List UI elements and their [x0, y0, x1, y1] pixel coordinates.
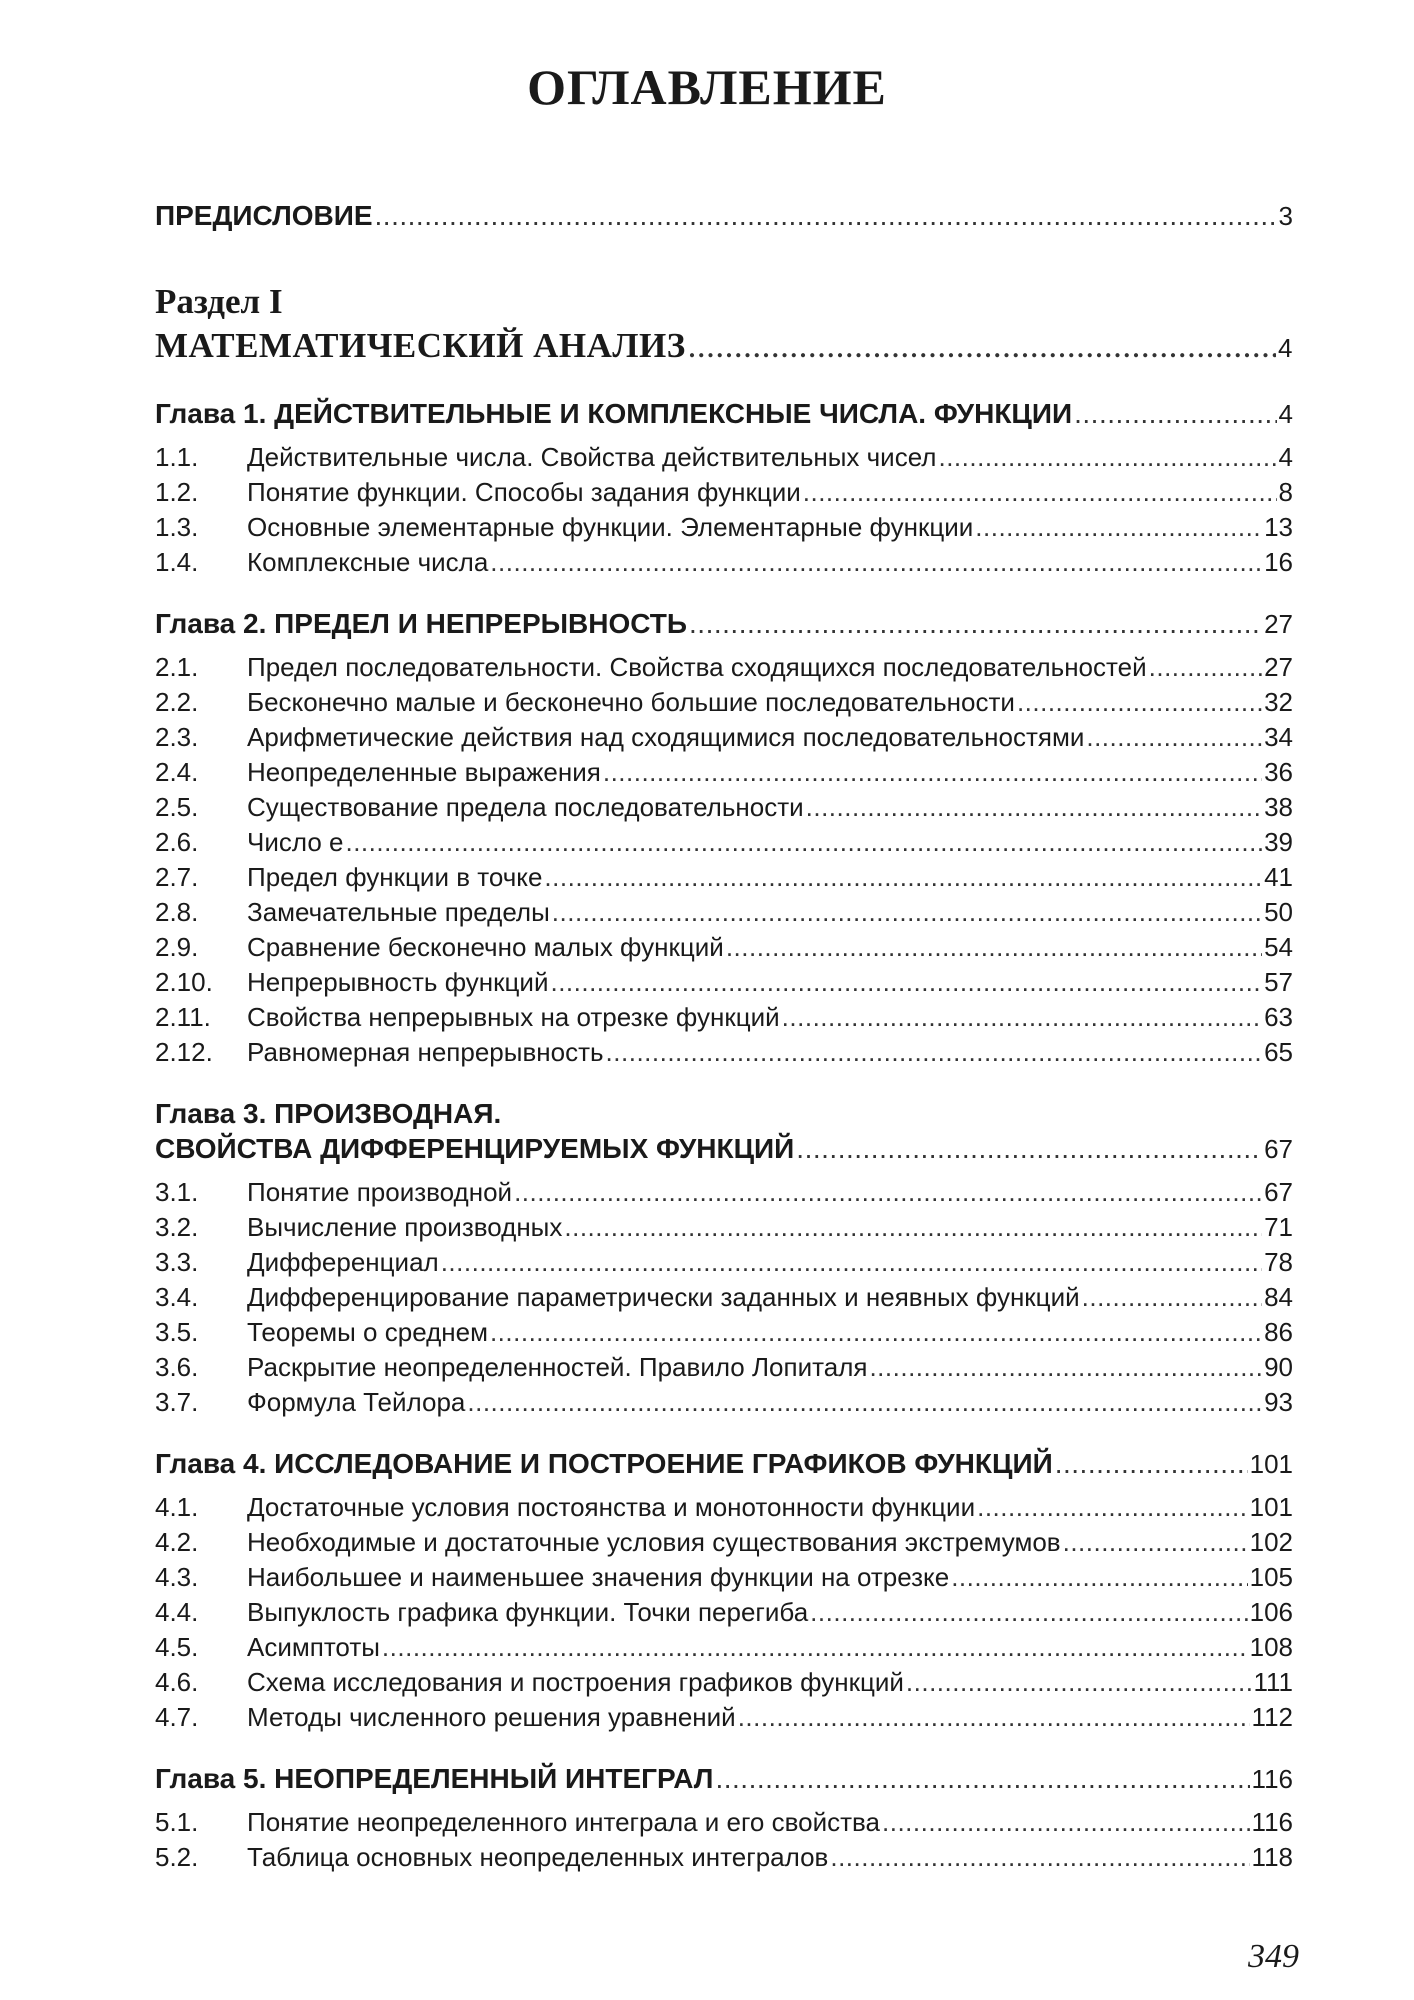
item-title: Понятие производной — [247, 1177, 513, 1207]
toc-chapter-4[interactable] — [155, 1446, 1293, 1482]
item-title: Предел функции в точке — [247, 862, 543, 892]
item-number: 3.4. — [155, 1282, 199, 1312]
toc-item[interactable] — [155, 1175, 1293, 1210]
item-number: 2.6. — [155, 827, 199, 857]
dot-leader — [938, 440, 1276, 475]
toc-item[interactable] — [155, 1595, 1293, 1630]
dot-leader — [467, 1385, 1262, 1420]
item-title: Наибольшее и наименьшее значения функции на отрезке — [247, 1562, 950, 1592]
preface-label: ПРЕДИСЛОВИЕ — [155, 200, 373, 231]
page-number: 32 — [1264, 687, 1293, 717]
item-number: 4.3. — [155, 1562, 199, 1592]
dot-leader — [869, 1350, 1262, 1385]
toc-preface-entry[interactable] — [155, 200, 1293, 232]
dot-leader — [882, 1805, 1250, 1840]
item-title: Понятие функции. Способы задания функции — [247, 477, 801, 507]
dot-leader — [1074, 396, 1276, 431]
dot-leader — [606, 1035, 1263, 1070]
toc-item[interactable] — [155, 1210, 1293, 1245]
item-number: 3.1. — [155, 1177, 199, 1207]
page-number: 105 — [1249, 1562, 1293, 1592]
dot-leader — [550, 965, 1262, 1000]
dot-leader — [688, 324, 1276, 368]
page-folio: 349 — [1248, 1938, 1299, 1975]
page-number: 34 — [1264, 722, 1293, 752]
dot-leader — [490, 545, 1262, 580]
toc-item[interactable] — [155, 1665, 1293, 1700]
item-title: Равномерная непрерывность — [247, 1037, 604, 1067]
page-number: 13 — [1264, 512, 1293, 542]
item-title: Асимптоты — [247, 1632, 380, 1662]
item-title: Основные элементарные функции. Элементарные функции — [247, 512, 974, 542]
item-title: Свойства непрерывных на отрезке функций — [247, 1002, 780, 1032]
item-number: 2.9. — [155, 932, 199, 962]
item-number: 4.7. — [155, 1702, 199, 1732]
page-number: 93 — [1264, 1387, 1293, 1417]
item-title: Комплексные числа — [247, 547, 489, 577]
toc-item[interactable] — [155, 510, 1293, 545]
dot-leader — [803, 475, 1277, 510]
toc-item[interactable] — [155, 1525, 1293, 1560]
toc-section-entry[interactable] — [155, 324, 1293, 370]
chapter-title: Глава 4. ИССЛЕДОВАНИЕ И ПОСТРОЕНИЕ ГРАФИКОВ ФУНКЦИЙ — [155, 1448, 1053, 1479]
item-number: 3.5. — [155, 1317, 199, 1347]
page-number: 71 — [1264, 1212, 1293, 1242]
toc-chapter-5[interactable] — [155, 1761, 1293, 1797]
page-number: 16 — [1264, 547, 1293, 577]
page-number: 111 — [1253, 1667, 1293, 1697]
toc-item[interactable] — [155, 1560, 1293, 1595]
page-number: 4 — [1278, 333, 1293, 363]
dot-leader — [441, 1245, 1262, 1280]
dot-leader — [564, 1210, 1262, 1245]
section-label: Раздел I — [155, 282, 283, 321]
toc-item[interactable] — [155, 1490, 1293, 1525]
item-title: Действительные числа. Свойства действительных чисел — [247, 442, 937, 472]
page-number: 108 — [1249, 1632, 1293, 1662]
toc-item[interactable] — [155, 1350, 1293, 1385]
item-number: 2.8. — [155, 897, 199, 927]
toc-item[interactable] — [155, 685, 1293, 720]
dot-leader — [782, 1000, 1262, 1035]
page-number: 101 — [1249, 1449, 1293, 1479]
page-number: 27 — [1264, 609, 1293, 639]
item-title: Число e — [247, 827, 344, 857]
page-number: 84 — [1264, 1282, 1293, 1312]
item-title: Методы численного решения уравнений — [247, 1702, 736, 1732]
chapter-title: Глава 5. НЕОПРЕДЕЛЕННЫЙ ИНТЕГРАЛ — [155, 1763, 714, 1794]
item-number: 2.4. — [155, 757, 199, 787]
page-number: 4 — [1278, 442, 1293, 472]
section-title: МАТЕМАТИЧЕСКИЙ АНАЛИЗ — [155, 326, 686, 365]
toc-item[interactable] — [155, 1805, 1293, 1840]
dot-leader — [1149, 650, 1262, 685]
item-number: 4.2. — [155, 1527, 199, 1557]
dot-leader — [977, 1490, 1248, 1525]
item-number: 1.2. — [155, 477, 199, 507]
page-number: 112 — [1251, 1702, 1293, 1732]
item-title: Дифференцирование параметрически заданных и неявных функций — [247, 1282, 1080, 1312]
page-number: 116 — [1251, 1764, 1293, 1794]
toc-item[interactable] — [155, 545, 1293, 580]
page-number: 50 — [1264, 897, 1293, 927]
item-number: 2.3. — [155, 722, 199, 752]
item-title: Таблица основных неопределенных интегралов — [247, 1842, 829, 1872]
item-number: 2.1. — [155, 652, 199, 682]
page-number: 90 — [1264, 1352, 1293, 1382]
item-title: Теоремы о среднем — [247, 1317, 488, 1347]
chapter-title: Глава 1. ДЕЙСТВИТЕЛЬНЫЕ И КОМПЛЕКСНЫЕ ЧИСЛА. ФУНКЦИИ — [155, 398, 1073, 429]
page-number: 27 — [1264, 652, 1293, 682]
toc-item[interactable] — [155, 825, 1293, 860]
item-number: 4.6. — [155, 1667, 199, 1697]
dot-leader — [552, 895, 1262, 930]
item-number: 1.4. — [155, 547, 199, 577]
item-title: Схема исследования и построения графиков функций — [247, 1667, 904, 1697]
dot-leader — [603, 755, 1262, 790]
item-title: Неопределенные выражения — [247, 757, 601, 787]
dot-leader — [1055, 1446, 1248, 1481]
item-number: 2.2. — [155, 687, 199, 717]
item-number: 1.3. — [155, 512, 199, 542]
chapter-title: СВОЙСТВА ДИФФЕРЕНЦИРУЕМЫХ ФУНКЦИЙ — [155, 1133, 795, 1164]
page-number: 63 — [1264, 1002, 1293, 1032]
page-number: 67 — [1264, 1134, 1293, 1164]
item-title: Вычисление производных — [247, 1212, 563, 1242]
dot-leader — [951, 1560, 1247, 1595]
dot-leader — [382, 1630, 1248, 1665]
dot-leader — [1063, 1525, 1248, 1560]
page-number: 67 — [1264, 1177, 1293, 1207]
chapter-title-line: Глава 3. ПРОИЗВОДНАЯ. — [155, 1098, 502, 1129]
toc-item[interactable] — [155, 440, 1293, 475]
item-title: Существование предела последовательности — [247, 792, 804, 822]
toc-item[interactable] — [155, 650, 1293, 685]
item-number: 1.1. — [155, 442, 199, 472]
page-number: 101 — [1249, 1492, 1293, 1522]
item-number: 2.11. — [155, 1002, 211, 1032]
page-number: 78 — [1264, 1247, 1293, 1277]
item-title: Арифметические действия над сходящимися последовательностями — [247, 722, 1085, 752]
dot-leader — [1086, 720, 1262, 755]
page-number: 4 — [1278, 399, 1293, 429]
item-number: 3.6. — [155, 1352, 199, 1382]
chapter-title: Глава 2. ПРЕДЕЛ И НЕПРЕРЫВНОСТЬ — [155, 608, 688, 639]
item-title: Сравнение бесконечно малых функций — [247, 932, 724, 962]
toc-item[interactable] — [155, 965, 1293, 1000]
page-number: 54 — [1264, 932, 1293, 962]
toc-item[interactable] — [155, 1245, 1293, 1280]
toc-item[interactable] — [155, 1280, 1293, 1315]
item-title: Замечательные пределы — [247, 897, 550, 927]
item-number: 2.7. — [155, 862, 199, 892]
item-title: Понятие неопределенного интеграла и его свойства — [247, 1807, 880, 1837]
item-number: 3.2. — [155, 1212, 199, 1242]
item-title: Непрерывность функций — [247, 967, 549, 997]
toc-item[interactable] — [155, 475, 1293, 510]
item-title: Достаточные условия постоянства и монотонности функции — [247, 1492, 976, 1522]
item-title: Формула Тейлора — [247, 1387, 466, 1417]
toc-item[interactable] — [155, 1385, 1293, 1420]
item-number: 2.5. — [155, 792, 199, 822]
dot-leader — [796, 1131, 1262, 1166]
page-number: 36 — [1264, 757, 1293, 787]
item-title: Выпуклость графика функции. Точки перегиба — [247, 1597, 809, 1627]
page-number: 3 — [1278, 201, 1293, 231]
page-number: 86 — [1264, 1317, 1293, 1347]
toc-item[interactable] — [155, 1700, 1293, 1735]
item-title: Предел последовательности. Свойства сходящихся последовательностей — [247, 652, 1147, 682]
toc-chapter-1[interactable] — [155, 396, 1293, 432]
item-number: 5.1. — [155, 1807, 199, 1837]
item-number: 3.3. — [155, 1247, 199, 1277]
dot-leader — [906, 1665, 1252, 1700]
toc-item[interactable] — [155, 790, 1293, 825]
dot-leader — [810, 1595, 1247, 1630]
table-of-contents — [155, 200, 1293, 1875]
page-number: 102 — [1249, 1527, 1293, 1557]
page-number: 8 — [1278, 477, 1293, 507]
dot-leader — [345, 825, 1262, 860]
item-title: Раскрытие неопределенностей. Правило Лопиталя — [247, 1352, 868, 1382]
dot-leader — [975, 510, 1262, 545]
page-number: 41 — [1264, 862, 1293, 892]
dot-leader — [726, 930, 1262, 965]
item-number: 4.4. — [155, 1597, 199, 1627]
item-number: 4.5. — [155, 1632, 199, 1662]
toc-item[interactable] — [155, 1630, 1293, 1665]
dot-leader — [689, 606, 1262, 641]
page-number: 39 — [1264, 827, 1293, 857]
item-number: 3.7. — [155, 1387, 199, 1417]
toc-item[interactable] — [155, 1000, 1293, 1035]
dot-leader — [715, 1761, 1249, 1796]
dot-leader — [375, 200, 1277, 232]
page-title: ОГЛАВЛЕНИЕ — [527, 59, 887, 115]
dot-leader — [1017, 685, 1262, 720]
page-number: 106 — [1249, 1597, 1293, 1627]
dot-leader — [738, 1700, 1250, 1735]
item-title: Дифференциал — [247, 1247, 439, 1277]
toc-item[interactable] — [155, 1035, 1293, 1070]
item-number: 2.12. — [155, 1037, 213, 1067]
item-number: 5.2. — [155, 1842, 199, 1872]
toc-item[interactable] — [155, 1840, 1293, 1875]
toc-item[interactable] — [155, 895, 1293, 930]
dot-leader — [830, 1840, 1249, 1875]
item-number: 2.10. — [155, 967, 213, 997]
toc-chapter-3[interactable] — [155, 1131, 1293, 1167]
toc-item[interactable] — [155, 930, 1293, 965]
page-number: 38 — [1264, 792, 1293, 822]
toc-chapter-2[interactable] — [155, 606, 1293, 642]
page-number: 116 — [1251, 1807, 1293, 1837]
dot-leader — [806, 790, 1262, 825]
dot-leader — [544, 860, 1262, 895]
page-number: 57 — [1264, 967, 1293, 997]
dot-leader — [490, 1315, 1262, 1350]
dot-leader — [514, 1175, 1262, 1210]
toc-item[interactable] — [155, 755, 1293, 790]
toc-item[interactable] — [155, 1315, 1293, 1350]
toc-item[interactable] — [155, 860, 1293, 895]
dot-leader — [1082, 1280, 1262, 1315]
page-number: 118 — [1251, 1842, 1293, 1872]
toc-item[interactable] — [155, 720, 1293, 755]
item-title: Необходимые и достаточные условия существования экстремумов — [247, 1527, 1061, 1557]
page-number: 65 — [1264, 1037, 1293, 1067]
item-number: 4.1. — [155, 1492, 199, 1522]
item-title: Бесконечно малые и бесконечно большие последовательности — [247, 687, 1015, 717]
